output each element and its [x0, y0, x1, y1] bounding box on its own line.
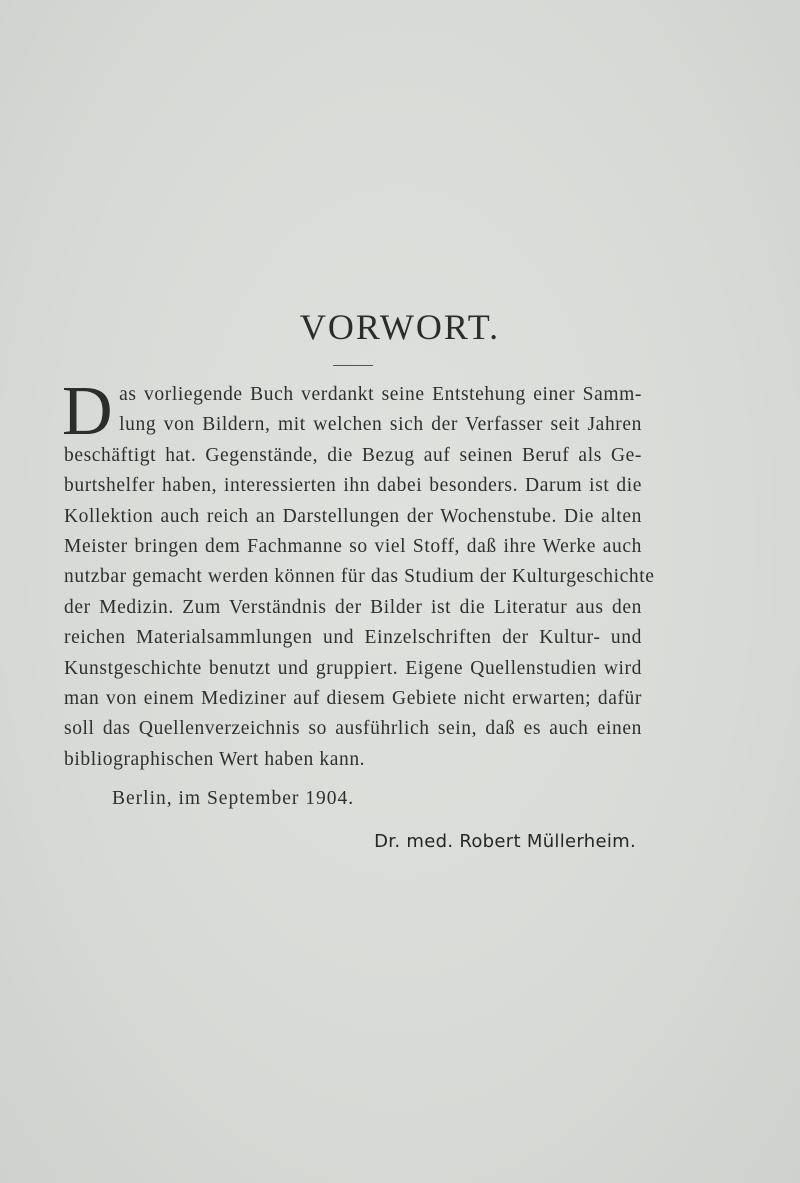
text-line: lung von Bildern, mit welchen sich der Verfasser seit Jahren: [119, 414, 642, 436]
text-line: Meister bringen dem Fachmanne so viel Stoff, daß ihre Werke auch: [64, 536, 642, 558]
page-title: VORWORT.: [299, 307, 501, 347]
text-line: reichen Materialsammlungen und Einzelschriften der Kultur- und: [64, 627, 642, 649]
text-line: Kunstgeschichte benutzt und gruppiert. Eigene Quellenstudien wird: [64, 657, 642, 679]
drop-cap: D: [62, 373, 114, 450]
text-line: man von einem Mediziner auf diesem Gebiete nicht erwarten; dafür: [64, 688, 642, 710]
text-line: as vorliegende Buch verdankt seine Entstehung einer Samm-: [119, 384, 642, 405]
text-line: nutzbar gemacht werden können für das Studium der Kulturgeschichte: [64, 566, 655, 588]
dateline: Berlin, im September 1904.: [112, 788, 355, 809]
text-line: bibliographischen Wert haben kann.: [64, 748, 366, 770]
text-line: burtshelfer haben, interessierten ihn dabei besonders. Darum ist die: [64, 475, 642, 497]
text-line: soll das Quellenverzeichnis so ausführlich sein, daß es auch einen: [64, 718, 642, 740]
text-line: Kollektion auch reich an Darstellungen der Wochenstube. Die alten: [64, 505, 642, 527]
text-line: der Medizin. Zum Verständnis der Bilder ist die Literatur aus den: [64, 596, 642, 618]
preface-text: [62, 373, 655, 775]
author-signature: Dr. med. Robert Müllerheim.: [374, 831, 636, 852]
title-rule: [333, 365, 373, 366]
text-line: beschäftigt hat. Gegenstände, die Bezug auf seinen Beruf als Ge-: [64, 444, 642, 466]
